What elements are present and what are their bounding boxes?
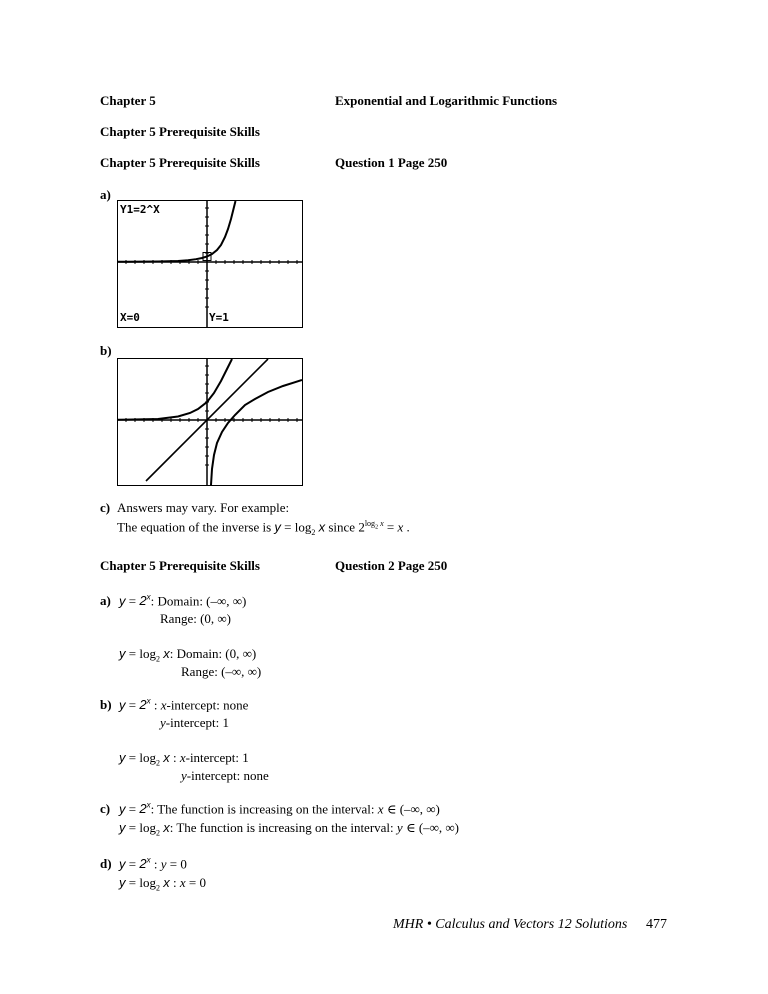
screen-a-bottom-right: Y=1 [209, 311, 229, 324]
footer-page-number: 477 [646, 917, 667, 932]
q2-d-log: $y = \log_2 x$ : x = 0 [119, 875, 206, 893]
q1-heading: Chapter 5 Prerequisite Skills [100, 155, 260, 170]
calculator-screen-b [117, 358, 303, 486]
section-title: Chapter 5 Prerequisite Skills [100, 124, 260, 139]
q2-c-exp-text: : The function is increasing on the interval: [150, 801, 375, 817]
q2-a-log: $y = \log_2 x$: Domain: (0, ∞) [119, 646, 257, 664]
screen-a-bottom-left: X=0 [120, 311, 140, 324]
calculator-screen-a [117, 200, 303, 328]
q2-c-log-text: : The function is increasing on the interval: [169, 820, 394, 835]
q1-question: Question 1 Page 250 [335, 155, 448, 170]
q1-c-line2: The equation of the inverse is $y = \log_2 x$ since $2^{log_2 x} = x$ . [117, 519, 410, 537]
footer-book: MHR • Calculus and Vectors 12 Solutions [393, 917, 628, 932]
q2-heading: Chapter 5 Prerequisite Skills [100, 558, 260, 573]
q2-c-log: $y = \log_2 x$: The function is increasing on the interval: y ∈ (–∞, ∞) [119, 820, 460, 838]
q2-b-exp: $y = 2^x$ : x-intercept: none [119, 697, 249, 713]
q2-b-log-y-line: y-intercept: none [181, 768, 269, 783]
q2-b-exp-y: -intercept: 1 [165, 715, 229, 730]
q2-d-log-text: = 0 [188, 875, 206, 890]
q2-b-label: b) [100, 697, 112, 712]
q1-c-since: since [328, 519, 356, 535]
q1-c-line2-text: The equation of the inverse is [117, 519, 272, 535]
q2-a-exp-domain: : Domain: (–∞, ∞) [150, 593, 247, 609]
q2-c-exp-interval: (–∞, ∞) [399, 801, 440, 817]
q2-a-label: a) [100, 593, 111, 608]
q2-c-exp: $y = 2^x$: The function is increasing on the interval: x ∈ (–∞, ∞) [119, 801, 440, 817]
q2-a-log-domain: : Domain: (0, ∞) [169, 646, 257, 661]
q2-b-log-x: -intercept: 1 [185, 750, 249, 765]
q2-c-label: c) [100, 801, 111, 816]
q1-b-label: b) [100, 343, 112, 358]
q2-d-exp-text: = 0 [169, 856, 187, 872]
q2-a-exp: $y = 2^x$: Domain: (–∞, ∞) [119, 593, 247, 609]
q2-a-log-range: Range: (–∞, ∞) [181, 664, 262, 679]
q2-a-exp-range: Range: (0, ∞) [160, 611, 231, 626]
q2-b-log-y: -intercept: none [186, 768, 269, 783]
q2-b-exp-x: -intercept: none [166, 697, 249, 713]
q2-d-exp: $y = 2^x$ : y = 0 [119, 856, 187, 872]
q2-c-log-interval: (–∞, ∞) [418, 820, 460, 835]
q2-d-label: d) [100, 856, 112, 871]
graph-exponential [118, 201, 302, 327]
q1-c-line1: Answers may vary. For example: [117, 500, 290, 515]
q2-question: Question 2 Page 250 [335, 558, 448, 573]
q2-b-exp-y-line: y-intercept: 1 [160, 715, 229, 730]
chapter-title: Exponential and Logarithmic Functions [335, 93, 558, 108]
q2-b-log: $y = \log_2 x$ : x-intercept: 1 [119, 750, 249, 768]
graph-function-and-inverse [118, 359, 302, 485]
q1-a-label: a) [100, 187, 111, 202]
q1-c-label: c) [100, 500, 111, 515]
screen-a-top-left: Y1=2^X [120, 203, 160, 216]
chapter-label: Chapter 5 [100, 93, 156, 108]
